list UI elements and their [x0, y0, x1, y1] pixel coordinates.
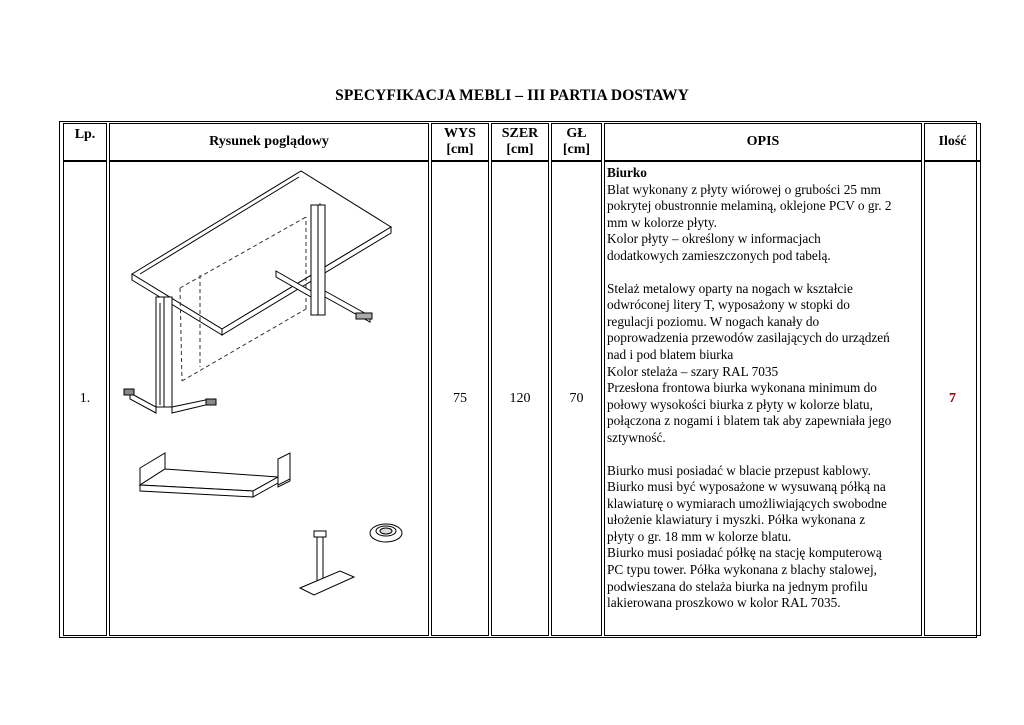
- cell-lp: 1.: [63, 161, 107, 636]
- cell-szer: 120: [491, 161, 549, 636]
- header-lp: Lp.: [63, 123, 107, 161]
- header-row: [63, 123, 981, 161]
- opis-paragraph-2: Stelaż metalowy oparty na nogach w kształcie odwróconej litery T, wyposażony w stopki do regulacji poziomu. W nogach kanały do poprowadzenia przewodów zasilających do urządzeń nad i pod blatem biurka Kolor stelaża – szary RAL 7035 Przesłona frontowa biurka wykonana minimum do połowy wysokości biurka z płyty w kolorze blatu, połączona z nogami i blatem tak aby zapewniała jego sztywność.: [607, 280, 892, 445]
- table-row: [63, 161, 981, 636]
- cell-drawing: [109, 161, 429, 636]
- header-szer: SZER [cm]: [491, 123, 549, 161]
- tower-shelf-illustration: [300, 531, 354, 595]
- cell-opis: [604, 161, 922, 636]
- opis-title: Biurko: [607, 165, 647, 180]
- cell-gl: 70: [551, 161, 602, 636]
- header-gl: GŁ [cm]: [551, 123, 602, 161]
- opis-paragraph-1: Blat wykonany z płyty wiórowej o grubości 25 mm pokrytej obustronnie melaminą, oklejone PCV o gr. 2 mm w kolorze płyty. Kolor płyty – określony w informacjach dodatkowych zamieszczonych pod tabelą.: [607, 181, 892, 263]
- header-wys: WYS [cm]: [431, 123, 489, 161]
- opis-gap: [607, 265, 919, 281]
- specification-table: [61, 123, 983, 636]
- desk-drawing: [110, 163, 428, 635]
- opis-paragraph-3: Biurko musi posiadać w blacie przepust kablowy. Biurko musi być wyposażone w wysuwaną półką na klawiaturę o wymiarach umożliwiających swobodne ułożenie klawiatury i myszki. Półka wykonana z płyty o gr. 18 mm w kolorze blatu. Biurko musi posiadać półkę na stację komputerową PC typu tower. Półka wykonana z blachy stalowej, podwieszana do stelaża biurka na jednym profilu lakierowana proszkowo w kolor RAL 7035.: [607, 462, 887, 611]
- header-ilosc: Ilość: [924, 123, 981, 161]
- keyboard-tray-illustration: [140, 453, 290, 497]
- cable-grommet-illustration: [370, 524, 402, 542]
- header-rysunek: Rysunek poglądowy: [109, 123, 429, 161]
- document-title: SPECYFIKACJA MEBLI – III PARTIA DOSTAWY: [335, 87, 689, 104]
- opis-gap: [607, 447, 919, 463]
- header-opis: OPIS: [604, 123, 922, 161]
- cell-ilosc: 7: [924, 161, 981, 636]
- cell-wys: 75: [431, 161, 489, 636]
